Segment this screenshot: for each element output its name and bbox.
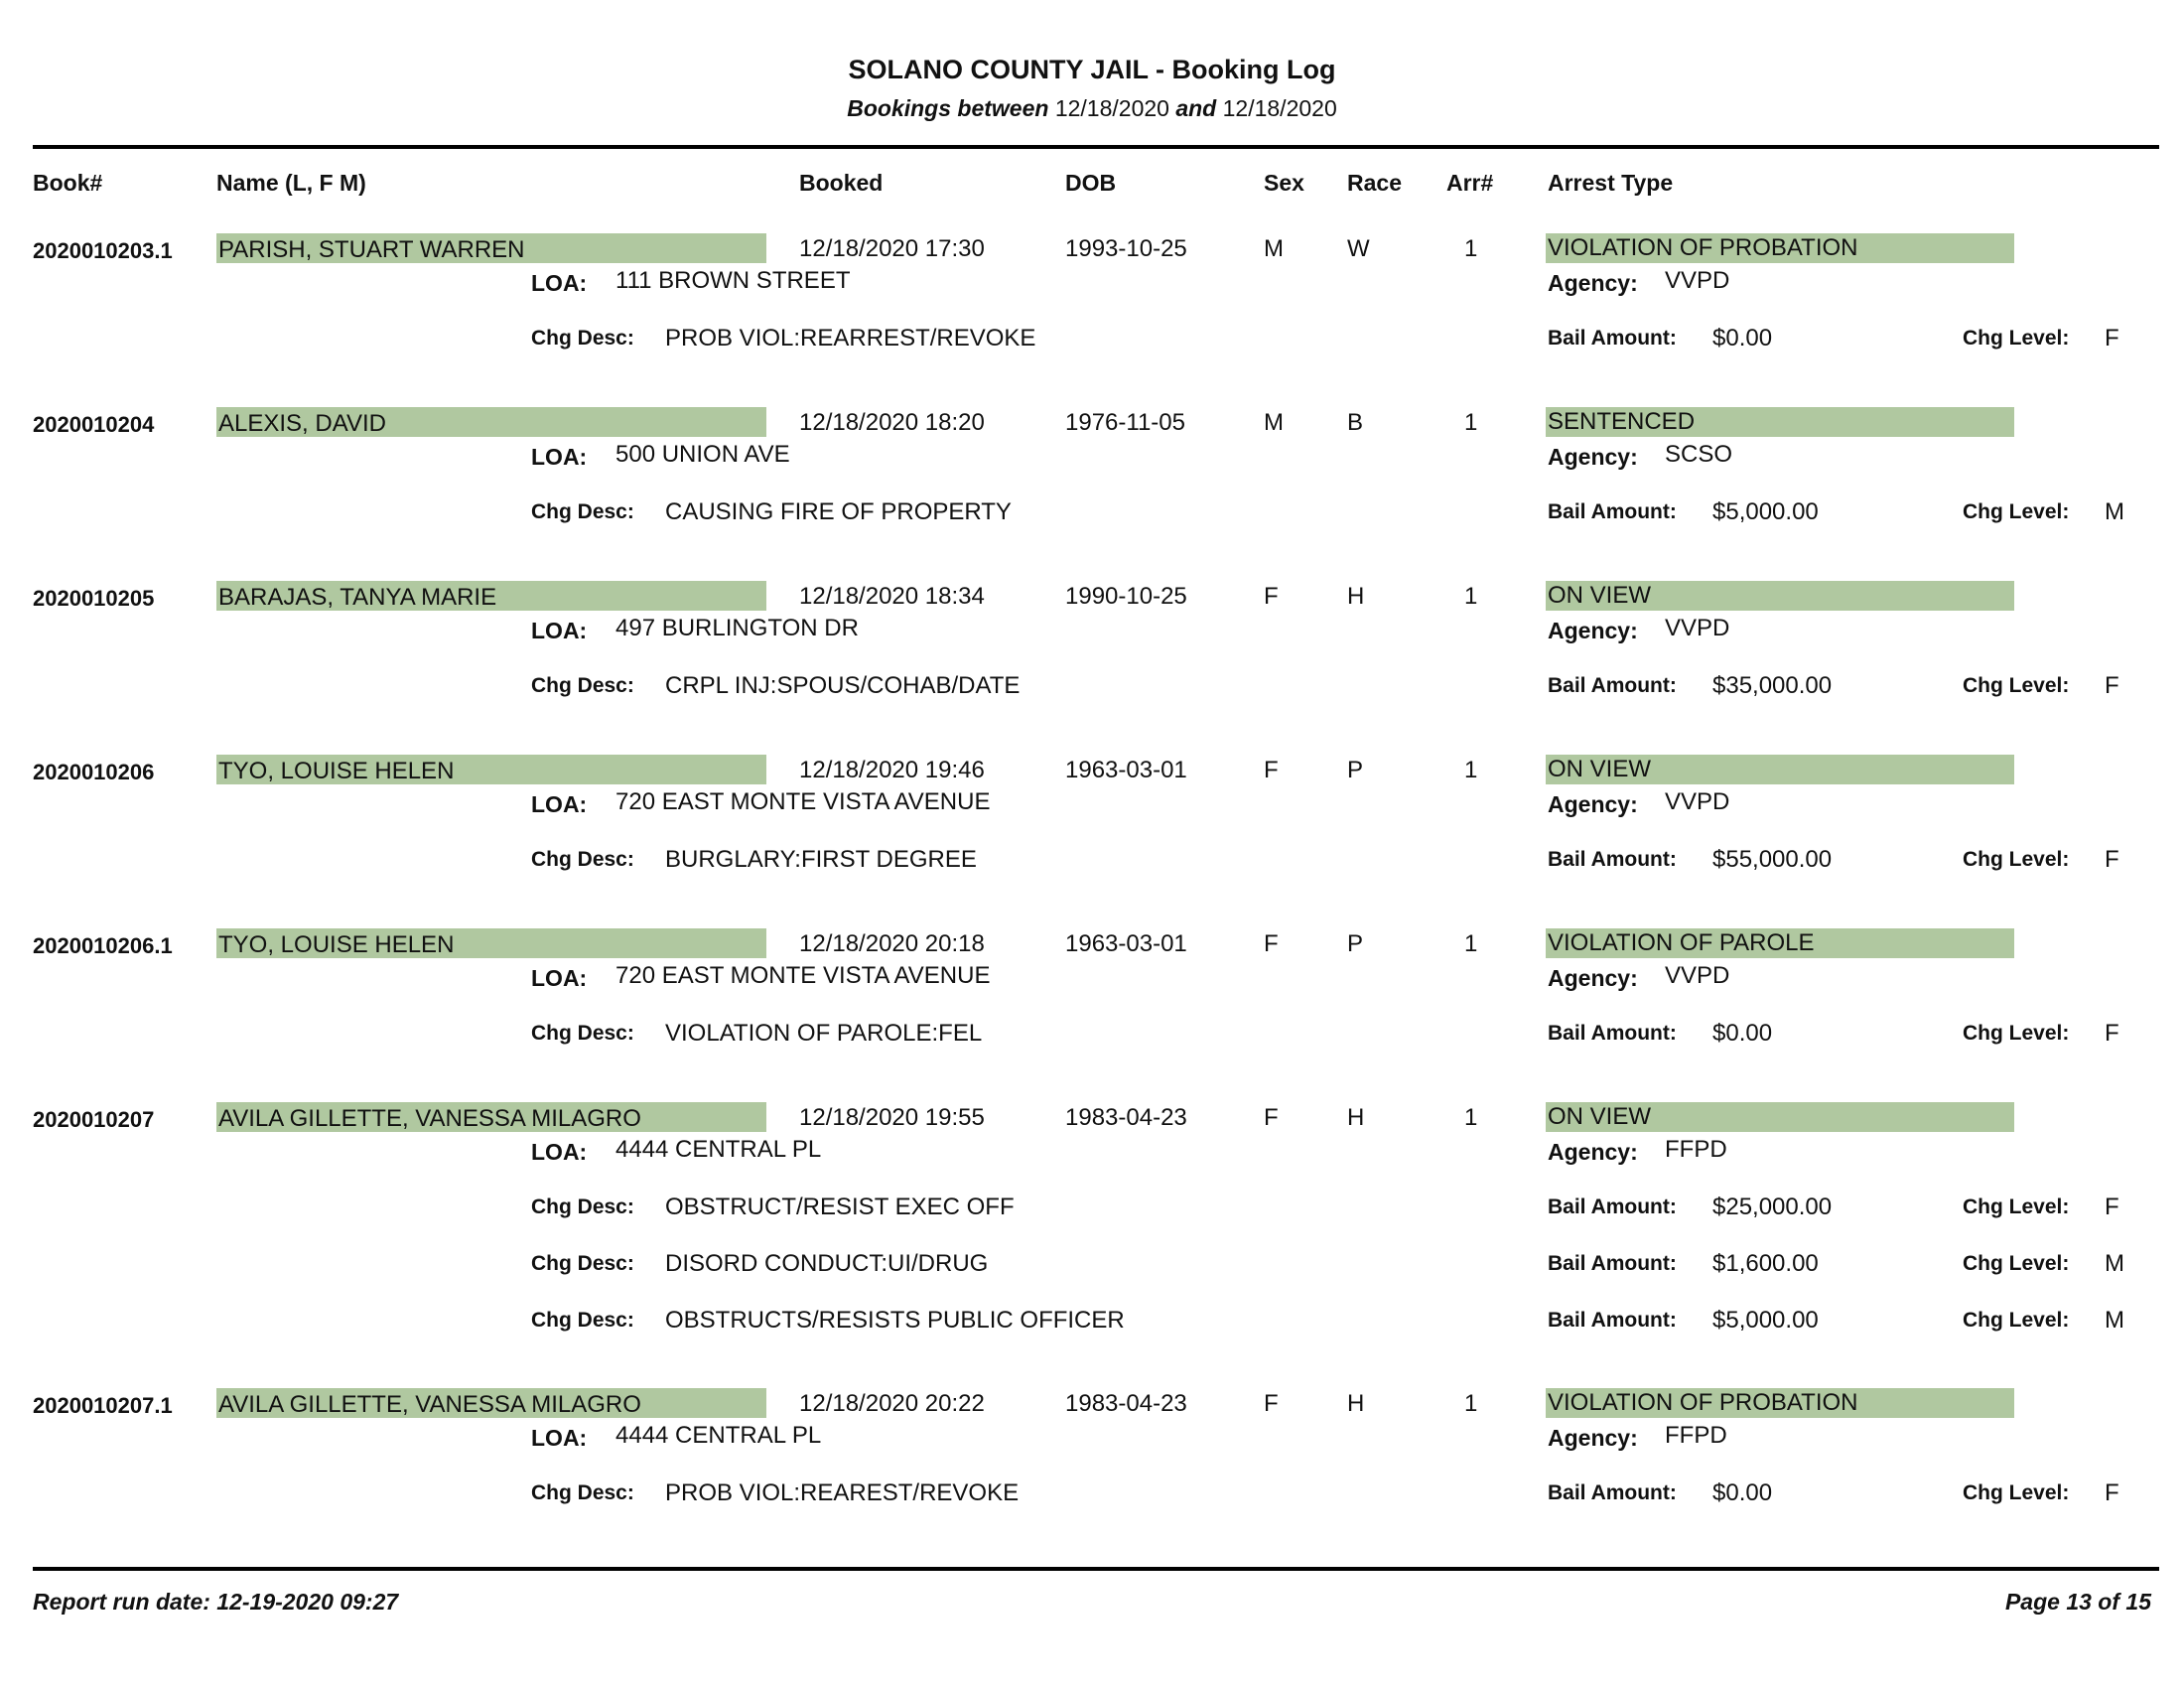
bail-amount-label: Bail Amount:	[1548, 1022, 1677, 1045]
chg-level-label: Chg Level:	[1963, 1252, 2070, 1275]
chg-desc-value: VIOLATION OF PAROLE:FEL	[665, 1020, 983, 1047]
arrest-type-highlight	[1546, 1102, 2014, 1132]
arrest-type-highlight	[1546, 928, 2014, 958]
page-number: Page 13 of 15	[2004, 1589, 2151, 1615]
loa-label: LOA:	[531, 791, 588, 817]
footer-rule	[33, 1567, 2159, 1571]
chg-level-value: F	[2105, 672, 2119, 699]
name-highlight	[216, 233, 766, 263]
col-race: Race	[1347, 170, 1402, 196]
sex: F	[1264, 930, 1279, 957]
chg-level-value: M	[2105, 1307, 2124, 1334]
bail-amount-label: Bail Amount:	[1548, 1481, 1677, 1504]
bail-amount-value: $0.00	[1712, 325, 1773, 352]
bail-amount-value: $5,000.00	[1712, 498, 1819, 525]
race: H	[1347, 1104, 1365, 1131]
dob: 1963-03-01	[1065, 930, 1187, 957]
chg-desc-label: Chg Desc:	[531, 500, 634, 523]
chg-level-label: Chg Level:	[1963, 1196, 2070, 1218]
chg-desc-value: BURGLARY:FIRST DEGREE	[665, 846, 977, 873]
race: P	[1347, 757, 1364, 783]
arrest-count: 1	[1464, 583, 1478, 610]
chg-level-value: F	[2105, 1194, 2119, 1220]
subtitle-prefix: Bookings between	[847, 95, 1049, 121]
bail-amount-value: $1,600.00	[1712, 1250, 1819, 1277]
sex: M	[1264, 235, 1284, 262]
bail-amount-value: $35,000.00	[1712, 672, 1833, 699]
loa-value: 720 EAST MONTE VISTA AVENUE	[615, 788, 991, 815]
dob: 1983-04-23	[1065, 1104, 1187, 1131]
book-number: 2020010207	[33, 1107, 155, 1132]
col-book: Book#	[33, 170, 103, 196]
loa-value: 111 BROWN STREET	[615, 267, 851, 294]
book-number: 2020010203.1	[33, 238, 173, 263]
subtitle-and: and	[1175, 95, 1217, 121]
agency-label: Agency:	[1548, 270, 1638, 296]
inmate-name: AVILA GILLETTE, VANESSA MILAGRO	[218, 1391, 641, 1418]
race: P	[1347, 930, 1364, 957]
chg-level-label: Chg Level:	[1963, 1022, 2070, 1045]
col-arrest-type: Arrest Type	[1548, 170, 1674, 196]
chg-desc-value: OBSTRUCT/RESIST EXEC OFF	[665, 1194, 1015, 1220]
book-number: 2020010205	[33, 586, 155, 611]
bail-amount-value: $55,000.00	[1712, 846, 1833, 873]
dob: 1990-10-25	[1065, 583, 1187, 610]
loa-value: 4444 CENTRAL PL	[615, 1136, 822, 1163]
dob: 1976-11-05	[1065, 409, 1185, 436]
inmate-name: BARAJAS, TANYA MARIE	[218, 584, 497, 611]
booked-datetime: 12/18/2020 18:34	[799, 583, 985, 610]
dob: 1983-04-23	[1065, 1390, 1187, 1417]
loa-label: LOA:	[531, 618, 588, 643]
arrest-count: 1	[1464, 235, 1478, 262]
name-highlight	[216, 1388, 766, 1418]
bail-amount-value: $5,000.00	[1712, 1307, 1819, 1334]
chg-level-label: Chg Level:	[1963, 1481, 2070, 1504]
agency-label: Agency:	[1548, 791, 1638, 817]
chg-level-label: Chg Level:	[1963, 500, 2070, 523]
agency-label: Agency:	[1548, 444, 1638, 470]
loa-label: LOA:	[531, 965, 588, 991]
bail-amount-label: Bail Amount:	[1548, 1309, 1677, 1332]
header-rule	[33, 145, 2159, 149]
agency-value: VVPD	[1665, 267, 1730, 294]
arrest-type: SENTENCED	[1548, 408, 1696, 435]
booked-datetime: 12/18/2020 20:22	[799, 1390, 985, 1417]
chg-level-value: M	[2105, 1250, 2124, 1277]
chg-level-label: Chg Level:	[1963, 848, 2070, 871]
loa-value: 4444 CENTRAL PL	[615, 1422, 822, 1449]
name-highlight	[216, 581, 766, 611]
chg-level-label: Chg Level:	[1963, 674, 2070, 697]
inmate-name: PARISH, STUART WARREN	[218, 236, 525, 263]
col-sex: Sex	[1264, 170, 1304, 196]
arrest-type-highlight	[1546, 233, 2014, 263]
arrest-type-highlight	[1546, 581, 2014, 611]
arrest-count: 1	[1464, 757, 1478, 783]
sex: F	[1264, 1390, 1279, 1417]
report-run-date: Report run date: 12-19-2020 09:27	[33, 1589, 399, 1615]
sex: F	[1264, 1104, 1279, 1131]
name-highlight	[216, 755, 766, 784]
agency-value: VVPD	[1665, 615, 1730, 641]
chg-desc-value: CAUSING FIRE OF PROPERTY	[665, 498, 1012, 525]
dob: 1993-10-25	[1065, 235, 1187, 262]
chg-level-value: F	[2105, 846, 2119, 873]
report-subtitle	[0, 95, 2184, 122]
arrest-type: ON VIEW	[1548, 756, 1652, 782]
agency-label: Agency:	[1548, 1425, 1638, 1451]
agency-label: Agency:	[1548, 965, 1638, 991]
chg-desc-label: Chg Desc:	[531, 674, 634, 697]
book-number: 2020010206	[33, 760, 155, 784]
inmate-name: AVILA GILLETTE, VANESSA MILAGRO	[218, 1105, 641, 1132]
chg-desc-value: OBSTRUCTS/RESISTS PUBLIC OFFICER	[665, 1307, 1125, 1334]
race: W	[1347, 235, 1370, 262]
arrest-count: 1	[1464, 930, 1478, 957]
chg-desc-label: Chg Desc:	[531, 327, 634, 350]
arrest-count: 1	[1464, 1104, 1478, 1131]
date-from: 12/18/2020	[1054, 95, 1169, 121]
name-highlight	[216, 407, 766, 437]
agency-label: Agency:	[1548, 1139, 1638, 1165]
booked-datetime: 12/18/2020 19:46	[799, 757, 985, 783]
arrest-count: 1	[1464, 1390, 1478, 1417]
race: H	[1347, 583, 1365, 610]
agency-value: SCSO	[1665, 441, 1733, 468]
chg-desc-label: Chg Desc:	[531, 1252, 634, 1275]
inmate-name: TYO, LOUISE HELEN	[218, 758, 455, 784]
bail-amount-label: Bail Amount:	[1548, 674, 1677, 697]
loa-label: LOA:	[531, 444, 588, 470]
chg-desc-label: Chg Desc:	[531, 848, 634, 871]
bail-amount-label: Bail Amount:	[1548, 327, 1677, 350]
bail-amount-label: Bail Amount:	[1548, 1196, 1677, 1218]
booked-datetime: 12/18/2020 18:20	[799, 409, 985, 436]
booked-datetime: 12/18/2020 20:18	[799, 930, 985, 957]
report-title: SOLANO COUNTY JAIL - Booking Log	[848, 55, 1336, 84]
booked-datetime: 12/18/2020 17:30	[799, 235, 985, 262]
chg-desc-label: Chg Desc:	[531, 1022, 634, 1045]
chg-desc-label: Chg Desc:	[531, 1309, 634, 1332]
loa-value: 497 BURLINGTON DR	[615, 615, 859, 641]
sex: M	[1264, 409, 1284, 436]
arrest-type: VIOLATION OF PAROLE	[1548, 929, 1815, 956]
arrest-type-highlight	[1546, 1388, 2014, 1418]
loa-value: 500 UNION AVE	[615, 441, 790, 468]
col-name: Name (L, F M)	[216, 170, 366, 196]
arrest-type: VIOLATION OF PROBATION	[1548, 234, 1858, 261]
chg-desc-value: DISORD CONDUCT:UI/DRUG	[665, 1250, 989, 1277]
inmate-name: ALEXIS, DAVID	[218, 410, 386, 437]
name-highlight	[216, 1102, 766, 1132]
chg-level-value: F	[2105, 1020, 2119, 1047]
bail-amount-value: $0.00	[1712, 1479, 1773, 1506]
chg-desc-value: PROB VIOL:REAREST/REVOKE	[665, 1479, 1020, 1506]
agency-value: FFPD	[1665, 1422, 1727, 1449]
bail-amount-value: $0.00	[1712, 1020, 1773, 1047]
arrest-type: VIOLATION OF PROBATION	[1548, 1389, 1858, 1416]
agency-label: Agency:	[1548, 618, 1638, 643]
agency-value: VVPD	[1665, 962, 1730, 989]
name-highlight	[216, 928, 766, 958]
bail-amount-value: $25,000.00	[1712, 1194, 1833, 1220]
dob: 1963-03-01	[1065, 757, 1187, 783]
loa-value: 720 EAST MONTE VISTA AVENUE	[615, 962, 991, 989]
chg-desc-value: CRPL INJ:SPOUS/COHAB/DATE	[665, 672, 1021, 699]
inmate-name: TYO, LOUISE HELEN	[218, 931, 455, 958]
arrest-type: ON VIEW	[1548, 582, 1652, 609]
chg-level-label: Chg Level:	[1963, 1309, 2070, 1332]
chg-level-value: F	[2105, 1479, 2119, 1506]
arrest-type-highlight	[1546, 407, 2014, 437]
loa-label: LOA:	[531, 1139, 588, 1165]
book-number: 2020010207.1	[33, 1393, 173, 1418]
arrest-type-highlight	[1546, 755, 2014, 784]
book-number: 2020010204	[33, 412, 155, 437]
col-booked: Booked	[799, 170, 884, 196]
arrest-count: 1	[1464, 409, 1478, 436]
chg-level-value: M	[2105, 498, 2124, 525]
agency-value: VVPD	[1665, 788, 1730, 815]
sex: F	[1264, 757, 1279, 783]
book-number: 2020010206.1	[33, 933, 173, 958]
race: H	[1347, 1390, 1365, 1417]
col-arr: Arr#	[1446, 170, 1494, 196]
chg-level-label: Chg Level:	[1963, 327, 2070, 350]
agency-value: FFPD	[1665, 1136, 1727, 1163]
booked-datetime: 12/18/2020 19:55	[799, 1104, 985, 1131]
chg-desc-label: Chg Desc:	[531, 1481, 634, 1504]
bail-amount-label: Bail Amount:	[1548, 500, 1677, 523]
arrest-type: ON VIEW	[1548, 1103, 1652, 1130]
race: B	[1347, 409, 1364, 436]
sex: F	[1264, 583, 1279, 610]
chg-desc-value: PROB VIOL:REARREST/REVOKE	[665, 325, 1036, 352]
loa-label: LOA:	[531, 270, 588, 296]
chg-level-value: F	[2105, 325, 2119, 352]
loa-label: LOA:	[531, 1425, 588, 1451]
date-to: 12/18/2020	[1222, 95, 1337, 121]
bail-amount-label: Bail Amount:	[1548, 1252, 1677, 1275]
chg-desc-label: Chg Desc:	[531, 1196, 634, 1218]
col-dob: DOB	[1065, 170, 1117, 196]
bail-amount-label: Bail Amount:	[1548, 848, 1677, 871]
